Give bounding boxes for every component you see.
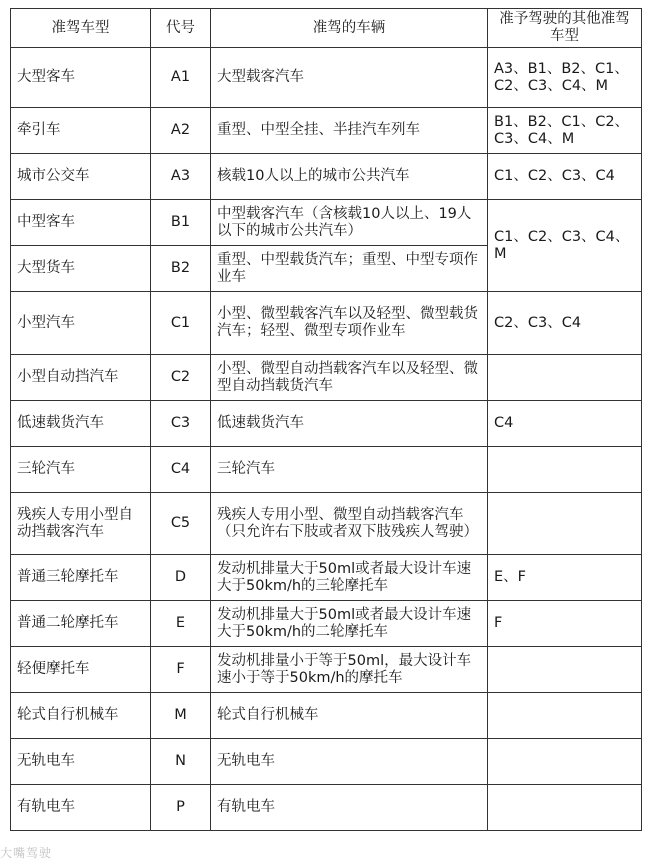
table-row <box>11 739 642 785</box>
table-row <box>11 200 642 246</box>
table-row <box>11 154 642 200</box>
license-type-cell: 小型汽车 <box>11 292 151 355</box>
code-cell: M <box>151 693 211 739</box>
code-cell: N <box>151 739 211 785</box>
license-type-cell: 普通三轮摩托车 <box>11 555 151 601</box>
license-type-cell: 有轨电车 <box>11 785 151 831</box>
table-row <box>11 401 642 447</box>
license-type-cell: 大型客车 <box>11 48 151 108</box>
license-type-cell: 中型客车 <box>11 200 151 246</box>
header-permitted-vehicles: 准驾的车辆 <box>211 9 488 48</box>
vehicles-cell: 发动机排量小于等于50ml，最大设计车速小于等于50km/h的摩托车 <box>211 647 488 693</box>
license-type-cell: 无轨电车 <box>11 739 151 785</box>
others-cell: A3、B1、B2、C1、C2、C3、C4、M <box>488 48 642 108</box>
table-row <box>11 785 642 831</box>
others-cell: C1、C2、C3、C4 <box>488 154 642 200</box>
code-cell: E <box>151 601 211 647</box>
others-cell <box>488 693 642 739</box>
code-cell: F <box>151 647 211 693</box>
license-type-cell: 残疾人专用小型自动挡载客汽车 <box>11 493 151 555</box>
vehicles-cell: 小型、微型自动挡载客汽车以及轻型、微型自动挡载货汽车 <box>211 355 488 401</box>
vehicles-cell: 中型载客汽车（含核载10人以上、19人以下的城市公共汽车） <box>211 200 488 246</box>
license-type-cell: 普通二轮摩托车 <box>11 601 151 647</box>
code-cell: B2 <box>151 246 211 292</box>
code-cell: C1 <box>151 292 211 355</box>
code-cell: P <box>151 785 211 831</box>
vehicles-cell: 有轨电车 <box>211 785 488 831</box>
code-cell: A2 <box>151 108 211 154</box>
others-cell: C1、C2、C3、C4、M <box>488 200 642 292</box>
vehicles-cell: 重型、中型载货汽车；重型、中型专项作业车 <box>211 246 488 292</box>
others-cell <box>488 785 642 831</box>
table-row <box>11 693 642 739</box>
license-type-cell: 城市公交车 <box>11 154 151 200</box>
table-row <box>11 555 642 601</box>
header-other-permitted-types: 准予驾驶的其他准驾车型 <box>488 9 642 48</box>
others-cell: B1、B2、C1、C2、C3、C4、M <box>488 108 642 154</box>
vehicles-cell: 核载10人以上的城市公共汽车 <box>211 154 488 200</box>
others-cell: C4 <box>488 401 642 447</box>
others-cell <box>488 493 642 555</box>
code-cell: C4 <box>151 447 211 493</box>
license-type-cell: 三轮汽车 <box>11 447 151 493</box>
code-cell: C5 <box>151 493 211 555</box>
table-header-row <box>11 9 642 48</box>
others-cell <box>488 739 642 785</box>
watermark: 大嘴驾驶 <box>0 846 53 860</box>
vehicles-cell: 大型载客汽车 <box>211 48 488 108</box>
vehicles-cell: 发动机排量大于50ml或者最大设计车速大于50km/h的二轮摩托车 <box>211 601 488 647</box>
table-row <box>11 493 642 555</box>
code-cell: C3 <box>151 401 211 447</box>
others-cell <box>488 647 642 693</box>
table-row <box>11 48 642 108</box>
vehicles-cell: 残疾人专用小型、微型自动挡载客汽车（只允许右下肢或者双下肢残疾人驾驶） <box>211 493 488 555</box>
table-row <box>11 355 642 401</box>
table-row <box>11 447 642 493</box>
table-row <box>11 108 642 154</box>
code-cell: B1 <box>151 200 211 246</box>
code-cell: A3 <box>151 154 211 200</box>
license-type-cell: 轮式自行机械车 <box>11 693 151 739</box>
license-type-cell: 牵引车 <box>11 108 151 154</box>
vehicles-cell: 重型、中型全挂、半挂汽车列车 <box>211 108 488 154</box>
license-type-cell: 大型货车 <box>11 246 151 292</box>
vehicles-cell: 低速载货汽车 <box>211 401 488 447</box>
vehicles-cell: 无轨电车 <box>211 739 488 785</box>
header-license-type: 准驾车型 <box>11 9 151 48</box>
license-type-cell: 小型自动挡汽车 <box>11 355 151 401</box>
vehicles-cell: 发动机排量大于50ml或者最大设计车速大于50km/h的三轮摩托车 <box>211 555 488 601</box>
vehicles-cell: 三轮汽车 <box>211 447 488 493</box>
table-row <box>11 292 642 355</box>
others-cell <box>488 447 642 493</box>
others-cell: C2、C3、C4 <box>488 292 642 355</box>
vehicles-cell: 轮式自行机械车 <box>211 693 488 739</box>
others-cell <box>488 355 642 401</box>
header-code: 代号 <box>151 9 211 48</box>
code-cell: C2 <box>151 355 211 401</box>
table-row <box>11 647 642 693</box>
others-cell: F <box>488 601 642 647</box>
others-cell: E、F <box>488 555 642 601</box>
table-row <box>11 601 642 647</box>
license-type-cell: 轻便摩托车 <box>11 647 151 693</box>
code-cell: A1 <box>151 48 211 108</box>
license-type-cell: 低速载货汽车 <box>11 401 151 447</box>
license-class-table <box>10 8 642 831</box>
code-cell: D <box>151 555 211 601</box>
vehicles-cell: 小型、微型载客汽车以及轻型、微型载货汽车；轻型、微型专项作业车 <box>211 292 488 355</box>
